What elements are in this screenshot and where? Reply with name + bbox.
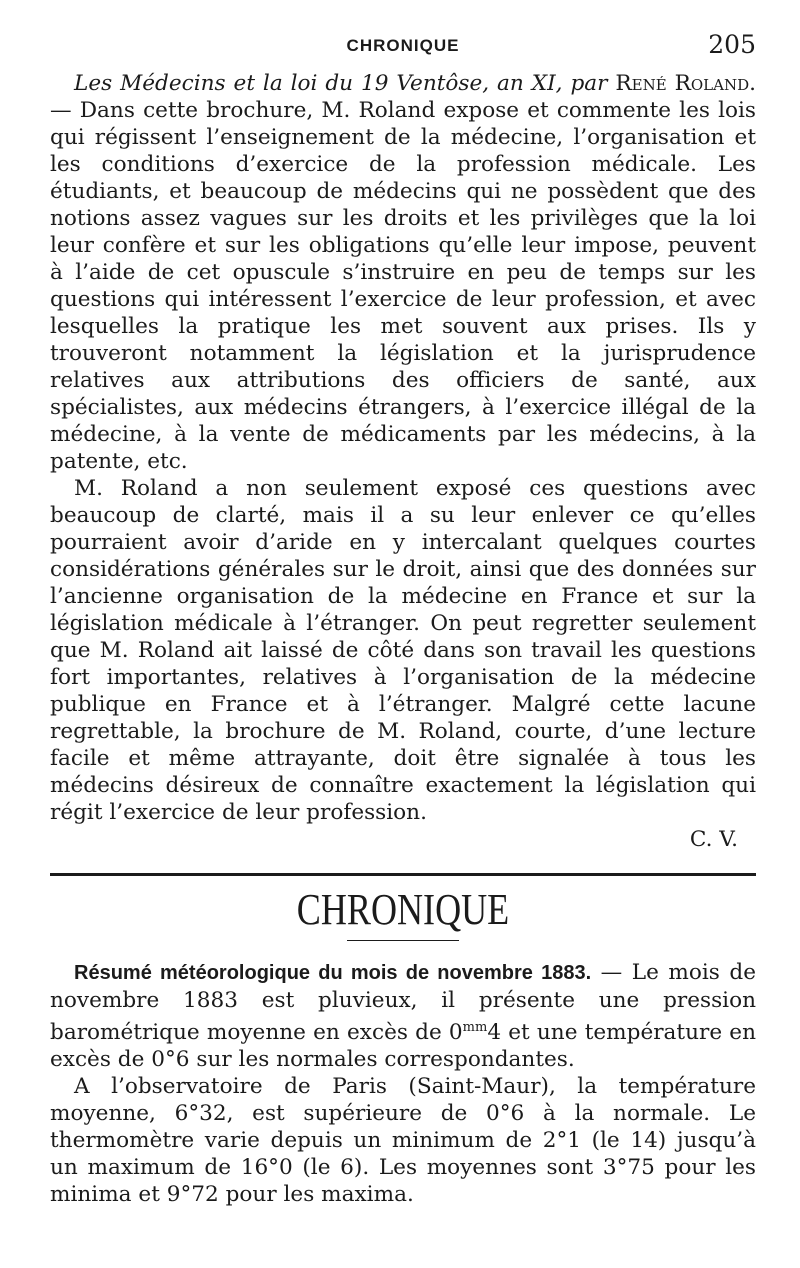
running-title: CHRONIQUE xyxy=(346,36,460,55)
page-number: 205 xyxy=(708,30,756,59)
section-divider xyxy=(50,873,756,876)
chronique-lead: Résumé météorologique du mois de novembre 1883. xyxy=(74,962,592,984)
chronique-paragraph-2: A l’observatoire de Paris (Saint-Maur), la température moyenne, 6°32, est supérieure de 0°6 à la normale. Le thermomètre varie depuis un minimum de 2°1 (le 14) jusqu’à un maximum de 16°0 (le 6). Les moyennes sont 3°75 pour les minima et 9°72 pour les maxima. xyxy=(50,1074,756,1208)
heading-underline xyxy=(347,940,459,941)
chronique-paragraph-1-b: 4 et une température en excès de 0°6 sur les normales correspondantes. xyxy=(50,1020,756,1073)
review-paragraph-2: M. Roland a non seulement exposé ces questions avec beaucoup de clarté, mais il a su leur enlever ce qu’elles pourraient avoir d’aride en y intercalant quelques courtes considérations générales sur le droit, ainsi que des données sur l’ancienne organisation de la médecine en France et sur la législation médicale à l’étranger. On peut regretter seulement que M. Roland ait laissé de côté dans son travail les questions fort importantes, relatives à l’organisation de la médecine publique en France et à l’étranger. Malgré cette lacune regrettable, la brochure de M. Roland, courte, d’une lecture facile et même attrayante, doit être signalée à tous les médecins désireux de connaître exactement la législation qui régit l’exercice de leur profession. xyxy=(50,476,756,825)
chronique-heading: CHRONIQUE xyxy=(296,885,510,934)
chronique-paragraph-1-a: — Le mois de novembre 1883 est pluvieux, il présente une pression barométrique moyenne en excès de 0 xyxy=(50,960,756,1046)
review-paragraph-1 xyxy=(50,70,756,475)
review-author: René Roland. xyxy=(615,71,756,96)
book-title: Les Médecins et la loi du 19 Ventôse, an XI, par xyxy=(74,71,608,96)
running-header xyxy=(50,30,756,64)
unit-superscript: mm xyxy=(462,1020,488,1035)
review-paragraph-1-text: — Dans cette brochure, M. Roland expose et commente les lois qui régissent l’enseignement de la médecine, l’organisation et les conditions d’exercice de la profession médicale. Les étudiants, et beaucoup de médecins qui ne possèdent que des notions assez vagues sur les droits et les privilèges que la loi leur confère et sur les obligations qu’elle leur impose, peuvent à l’aide de cet opuscule s’instruire en peu de temps sur les questions qui intéressent l’exercice de leur profession, et avec lesquelles la pratique les met souvent aux prises. Ils y trouveront notamment la législation et la jurisprudence relatives aux attributions des officiers de santé, aux spécialistes, aux médecins étrangers, à l’exercice illégal de la médecine, à la vente de médicaments par les médecins, à la patente, etc. xyxy=(50,98,756,474)
chronique-paragraph-1 xyxy=(50,959,756,1073)
book-review xyxy=(50,70,756,1208)
review-signature: C. V. xyxy=(689,827,738,852)
